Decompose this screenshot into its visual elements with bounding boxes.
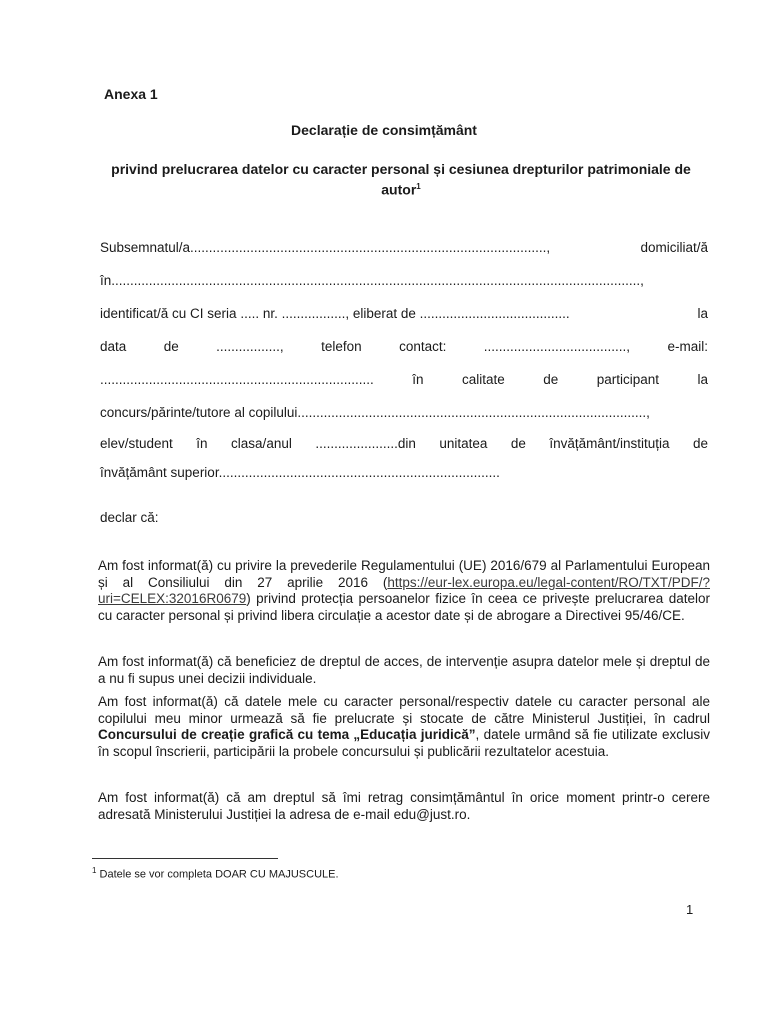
class-word-4: unitatea xyxy=(439,436,488,451)
date-label-2: de xyxy=(163,339,179,354)
subtitle-text: privind prelucrarea datelor cu caracter personal și cesiunea drepturilor patrimoniale de autor xyxy=(111,161,691,198)
p3-text-c: , datele urmând să fie utilizate exclusiv în scopul înscrierii, participării la probele concursului și publicării rezultatelor acestuia. xyxy=(98,727,710,759)
footnote-text: Datele se vor completa DOAR CU MAJUSCULE. xyxy=(96,868,339,881)
form-line-institution xyxy=(100,465,708,480)
declare-label: declar că: xyxy=(100,510,159,525)
document-subtitle xyxy=(96,160,706,199)
role-word-2: calitate xyxy=(461,372,505,387)
class-word-5: de xyxy=(510,436,526,451)
page-number: 1 xyxy=(686,902,694,917)
paragraph-processing xyxy=(98,694,710,760)
role-word-1: în xyxy=(412,372,424,387)
form-line-address xyxy=(100,273,708,288)
footnote-divider xyxy=(92,858,278,859)
form-line-id xyxy=(100,306,708,321)
class-word-6: învățământ/instituția xyxy=(549,436,670,451)
role-word-4: participant xyxy=(596,372,659,387)
role-word-3: de xyxy=(543,372,559,387)
footnote-ref: 1 xyxy=(416,182,421,191)
class-word-3: clasa/anul xyxy=(231,436,292,451)
address-field[interactable]: în............................................................................................................................................., xyxy=(100,273,644,288)
footnote xyxy=(92,866,339,881)
class-word-2: în xyxy=(196,436,208,451)
institution-field[interactable]: învățământ superior........................................................................... xyxy=(100,465,500,480)
document-title: Declarație de consimțământ xyxy=(291,122,477,138)
footnote-number: 1 xyxy=(92,866,97,875)
date-label: data xyxy=(100,339,127,354)
eur-lex-link[interactable]: https://eur-lex.europa.eu/legal-content/RO/TXT/PDF/?uri=CELEX:32016R0679 xyxy=(98,574,710,606)
p3-text-a: Am fost informat(ă) că datele mele cu caracter personal/respectiv datele cu caracter personal ale copilului meu minor urmează să fie prelucrate și stocate de către Ministerul Justiției, în cadrul xyxy=(98,694,710,726)
form-line-email-role xyxy=(100,372,708,387)
role-word-5: la xyxy=(697,372,708,387)
domicile-label: domiciliat/ă xyxy=(640,240,708,255)
date-field[interactable]: ................., xyxy=(216,339,284,354)
email-label: e-mail: xyxy=(667,339,708,354)
form-line-name xyxy=(100,240,708,255)
phone-field[interactable]: ......................................, xyxy=(483,339,631,354)
class-word-1: elev/student xyxy=(100,436,173,451)
id-field[interactable]: identificat/ă cu CI seria ..... nr. ................., eliberat de ........................................ xyxy=(100,306,570,321)
id-suffix: la xyxy=(697,306,708,321)
paragraph-rights: Am fost informat(ă) că beneficiez de dreptul de acces, de intervenție asupra datelor mele și dreptul de a nu fi supus unei decizii individuale. xyxy=(98,654,710,686)
form-line-class xyxy=(100,436,708,451)
child-field[interactable]: concurs/părinte/tutore al copilului............................................................................................., xyxy=(100,405,650,420)
contest-name: Concursului de creație grafică cu tema „Educația juridică” xyxy=(98,727,476,742)
phone-label-2: contact: xyxy=(399,339,447,354)
p1-text-b: ) privind protecția persoanelor fizice în ceea ce privește prelucrarea datelor cu caracter personal și privind libera circulație a acestor date și de abrogare a Directivei 95/46/CE. xyxy=(98,591,710,623)
annex-label: Anexa 1 xyxy=(104,86,158,102)
paragraph-gdpr xyxy=(98,558,710,624)
email-field[interactable]: ......................................................................... xyxy=(100,372,374,387)
p1-text-a: Am fost informat(ă) cu privire la prevederile Regulamentului (UE) 2016/679 al Parlamentului European și al Consiliului din 27 aprilie 2016 ( xyxy=(98,558,710,590)
name-field[interactable]: Subsemnatul/a..............................................................................................., xyxy=(100,240,551,255)
phone-label: telefon xyxy=(321,339,362,354)
class-word-7: de xyxy=(692,436,708,451)
form-line-date-phone xyxy=(100,339,708,354)
class-field[interactable]: ......................din xyxy=(315,436,416,451)
paragraph-withdraw: Am fost informat(ă) că am dreptul să îmi retrag consimțământul în orice moment printr-o cerere adresată Ministerului Justiției la adresa de e-mail edu@just.ro. xyxy=(98,790,710,822)
form-line-child xyxy=(100,405,708,420)
